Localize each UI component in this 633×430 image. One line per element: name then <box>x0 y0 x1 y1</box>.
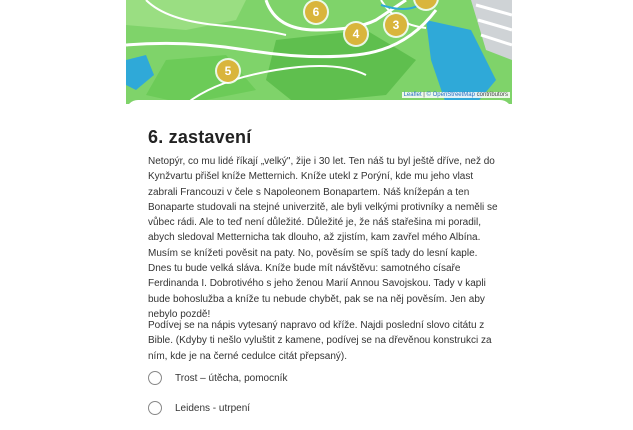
page-title: 6. zastavení <box>148 127 252 147</box>
answer-option-leidens[interactable] <box>148 401 250 415</box>
openstreetmap-link[interactable]: © OpenStreetMap <box>426 92 475 98</box>
answer-option-trost[interactable] <box>148 371 287 385</box>
leaflet-link[interactable]: Leaflet <box>403 92 422 98</box>
radio-button[interactable] <box>148 371 162 385</box>
map-attribution <box>402 92 510 98</box>
answer-option-label: Trost – útěcha, pomocník <box>175 372 288 384</box>
answer-option-label: Leidens - utrpení <box>175 402 251 414</box>
map[interactable] <box>126 0 512 104</box>
story-text: Netopýr, co mu lidé říkají „velký", žije i 30 let. Ten náš tu byl ještě dříve, než do Kynžvartu přišel kníže Metternich. Kníže utekl z Porýní, kde mu jeho vlast zabrali Francouzi v čele s Napoleonem Bonapartem. Náš knížepán a ten Bonaparte studovali na stejné univerzitě, ale byli velkými protivníky a neměli se vůbec rádi. Ale to teď není důležité. Důležité je, že náš stařešina mi poradil, abych sledoval Metternicha tak dlouho, až zjistím, kam zavřel mého Albína. Musím se knížeti pověsit na paty. No, pověsím se spíš tady do lesní kaple. Dnes tu bude velká sláva. Kníže bude mít návštěvu: samotného císaře Ferdinanda I. Dobrotivého s jeho ženou Marií Annou Savojskou. Tady v kapli bude bohoslužba a kníže tu nebude chybět, pak se na něj pověsím. Jen aby nebylo pozdě! <box>148 156 498 320</box>
map-marker-4[interactable]: 4 <box>345 23 367 45</box>
attribution-suffix: contributors <box>476 92 508 98</box>
radio-button[interactable] <box>148 401 162 415</box>
map-marker-3[interactable]: 3 <box>385 14 407 36</box>
map-marker-6[interactable]: 6 <box>305 1 327 23</box>
attribution-separator: | <box>423 92 425 98</box>
map-marker-5[interactable]: 5 <box>217 60 239 82</box>
task-text: Podívej se na nápis vytesaný napravo od kříže. Najdi poslední slovo citátu z Bible. (Kdyby ti nešlo vyluštit z kamene, podívej se na dřevěnou konstrukci za ním, kde je na černé cedulce citát přepsaný). <box>148 320 492 362</box>
